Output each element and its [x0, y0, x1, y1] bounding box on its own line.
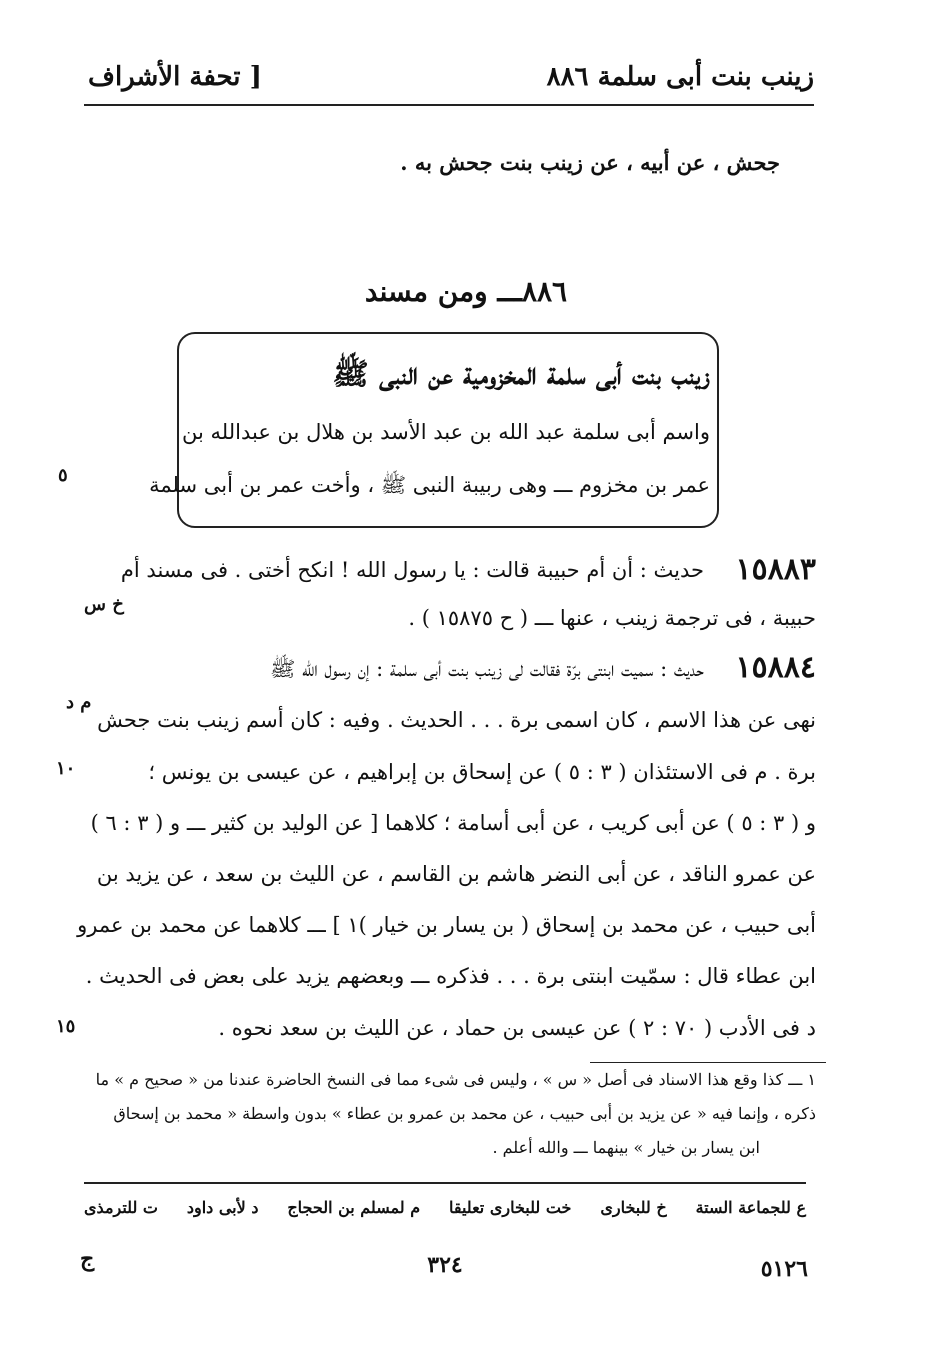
legend-item-bukhari: خ للبخارى — [600, 1198, 667, 1217]
legend-item-abu-dawud: د لأبى داود — [186, 1198, 259, 1217]
intro-line: جحش ، عن أبيه ، عن زينب بنت جحش به . — [400, 150, 780, 175]
footnote-line-1: ١ ـــ كذا وقع هذا الاسناد فى أصل « س » ، وليس فى شىء مما فى النسخ الحاضرة عندنا من « صحيح م » ما — [95, 1070, 816, 1089]
hadith-number-15884: ١٥٨٨٤ — [735, 650, 816, 685]
page-number: ٣٢٤ — [427, 1252, 463, 1278]
section-heading: ٨٨٦ـــ ومن مسند — [364, 275, 568, 308]
siglum-legend — [84, 1198, 806, 1217]
margin-line-5: ٥ — [58, 465, 68, 486]
running-header-right: زينب بنت أبى سلمة ٨٨٦ — [546, 62, 814, 92]
hadith-15884-line-3: برة . م فى الاستئذان ( ٣ : ٥ ) عن إسحاق بن إبراهيم ، عن عيسى بن يونس ؛ — [148, 760, 816, 784]
sigla-kh-s: خ س — [84, 594, 124, 615]
margin-line-10: ١٠ — [56, 758, 76, 779]
footnote-line-2: ذكره ، وإنما فيه « عن يزيد بن أبى حبيب ، عن محمد بن عمرو بن عطاء » بدون واسطة « محمد بن إسحاق — [113, 1104, 816, 1123]
box-title: زينب بنت أبى سلمة المخزومية عن النبى ﷺ — [332, 357, 710, 392]
legend-item-tirmidhi: ت للترمذى — [84, 1198, 158, 1217]
hadith-15884-line-4: و ( ٣ : ٥ ) عن أبى كريب ، عن أبى أسامة ؛ كلاهما [ عن الوليد بن كثير ـــ و ( ٣ : ٦ ) — [90, 811, 816, 835]
box-line-1: واسم أبى سلمة عبد الله بن عبد الأسد بن هلال بن عبدالله بن — [182, 420, 710, 444]
bottom-left-mark: ج — [80, 1246, 95, 1272]
legend-rule — [84, 1182, 806, 1184]
hadith-15884-line-7: ابن عطاء قال : سمّيت ابنتى برة . . . فذكره ـــ وبعضهم يزيد على بعض فى الحديث . — [85, 964, 816, 988]
footnote-rule — [590, 1062, 826, 1063]
hadith-15884-line-2: نهى عن هذا الاسم ، كان اسمى برة . . . الحديث . وفيه : كان أسم زينب بنت جحش — [97, 708, 816, 732]
footnote-line-3: ابن يسار بن خيار » بينهما ـــ والله أعلم . — [492, 1138, 760, 1157]
legend-item-jamaa: ع للجماعة الستة — [695, 1198, 806, 1217]
header-rule — [84, 104, 814, 106]
hadith-15884-line-8: د فى الأدب ( ٧٠ : ٢ ) عن عيسى بن حماد ، عن الليث بن سعد نحوه . — [218, 1016, 816, 1040]
hadith-15884-line-6: أبى حبيب ، عن محمد بن إسحاق ( بن يسار بن خيار )١ ] ـــ كلاهما عن محمد بن عمرو — [77, 913, 816, 937]
legend-item-muslim: م لمسلم بن الحجاج — [287, 1198, 421, 1217]
hadith-15883-line-1: حديث : أن أم حبيبة قالت : يا رسول الله ! انكح أختى . فى مسند أم — [120, 558, 704, 582]
hadith-15884-line-1: حديث : سميت ابنتى برّة فقالت لى زينب بنت أبى سلمة : إن رسول الله ﷺ — [270, 657, 704, 681]
hadith-15883-line-2: حبيبة ، فى ترجمة زينب ، عنها ـــ ( ح ١٥٨٧٥ ) . — [408, 606, 816, 630]
legend-item-bukhari-taliq: خت للبخارى تعليقا — [448, 1198, 572, 1217]
volume-code: ٥١٢٦ — [760, 1256, 808, 1282]
box-line-2: عمر بن مخزوم ـــ وهى ربيبة النبى ﷺ ، وأخت عمر بن أبى سلمة — [149, 473, 710, 497]
margin-line-15: ١٥ — [56, 1016, 76, 1037]
sigla-m-d: م د — [66, 692, 92, 713]
running-header-left: [ تحفة الأشراف — [88, 62, 262, 92]
hadith-number-15883: ١٥٨٨٣ — [735, 552, 816, 587]
hadith-15884-line-5: عن عمرو الناقد ، عن أبى النضر هاشم بن القاسم ، عن الليث بن سعد ، عن يزيد بن — [96, 862, 816, 886]
